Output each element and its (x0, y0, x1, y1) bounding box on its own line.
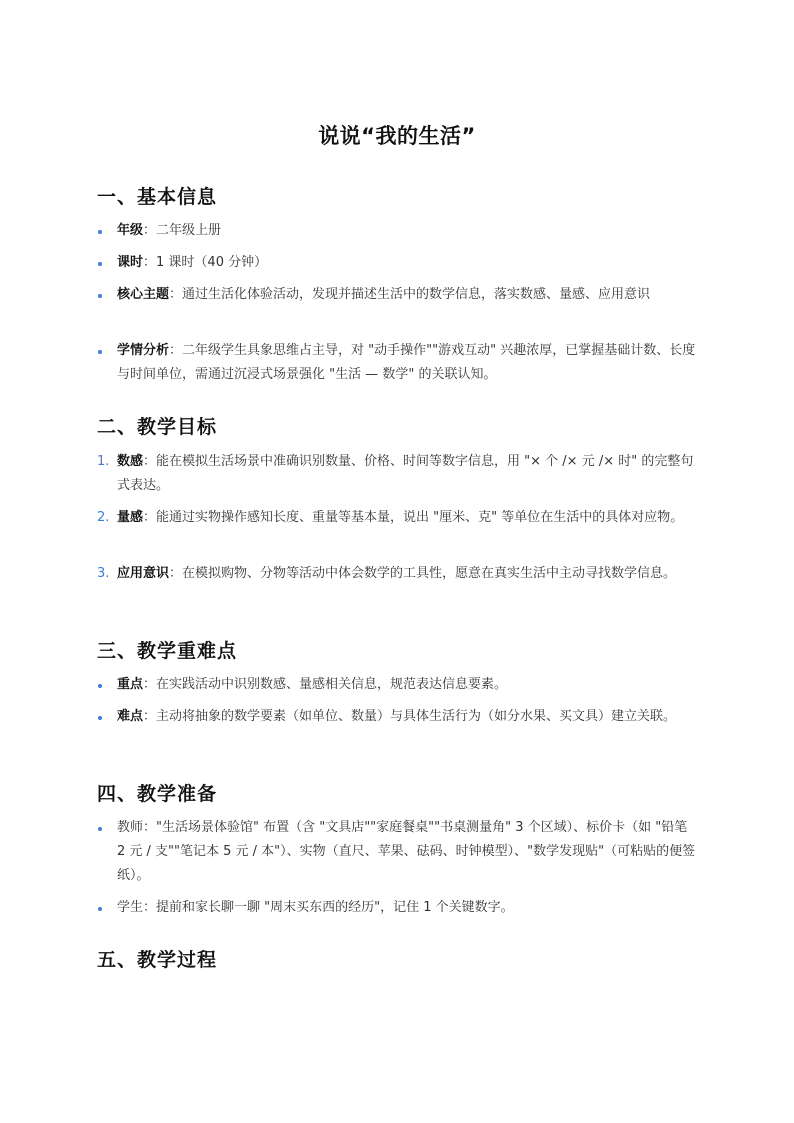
item-text: 教师："生活场景体验馆" 布置（含 "文具店""家庭餐桌""书桌测量角" 3 个区域）、标价卡（如 "铅笔 2 元 / 支""笔记本 5 元 / 本"）、实物（直尺、苹果、砝码、时钟模型）、"数学发现贴"（可粘贴的便签纸）。 (117, 820, 696, 883)
bullet-icon (98, 294, 102, 298)
bullet-icon (98, 230, 102, 234)
item-text: 主动将抽象的数学要素（如单位、数量）与具体生活行为（如分水果、买文具）建立关联。 (156, 709, 677, 724)
item-number: 2. (97, 510, 110, 525)
item-label: 学情分析 (117, 343, 170, 358)
item-text: 在实践活动中识别数感、量感相关信息，规范表达信息要素。 (156, 677, 508, 692)
section-heading-process: 五、教学过程 (97, 949, 218, 971)
item-label: 难点 (117, 709, 144, 724)
item-number: 3. (97, 566, 110, 581)
item-text: 二年级上册 (156, 223, 222, 238)
list-item: 核心主题：通过生活化体验活动，发现并描述生活中的数学信息，落实数感、量感、应用意识 (97, 283, 697, 307)
item-label: 核心主题 (117, 287, 170, 302)
item-text: 在模拟购物、分物等活动中体会数学的工具性，愿意在真实生活中主动寻找数学信息。 (182, 566, 677, 581)
item-label: 重点 (117, 677, 144, 692)
list-item: 1. 数感：能在模拟生活场景中准确识别数量、价格、时间等数字信息，用 "× 个 /× 元 /× 时" 的完整句式表达。 (97, 450, 697, 498)
bullet-icon (98, 350, 102, 354)
document-title: 说说“我的生活” (318, 124, 476, 148)
item-text: 能通过实物操作感知长度、重量等基本量，说出 "厘米、克" 等单位在生活中的具体对应物。 (156, 510, 684, 525)
list-item: 课时：1 课时（40 分钟） (97, 251, 697, 275)
section-heading-basic-info: 一、基本信息 (97, 186, 218, 208)
item-label: 应用意识 (117, 566, 170, 581)
list-item: 3. 应用意识：在模拟购物、分物等活动中体会数学的工具性，愿意在真实生活中主动寻找数学信息。 (97, 562, 697, 586)
list-item: 学情分析：二年级学生具象思维占主导，对 "动手操作""游戏互动" 兴趣浓厚，已掌握基础计数、长度与时间单位，需通过沉浸式场景强化 "生活 — 数学" 的关联认知。 (97, 339, 697, 387)
section-heading-preparation: 四、教学准备 (97, 783, 218, 805)
item-label: 课时 (117, 255, 144, 270)
section-heading-key-points: 三、教学重难点 (97, 640, 238, 662)
item-number: 1. (97, 454, 110, 469)
item-label: 年级 (117, 223, 144, 238)
list-item: 年级：二年级上册 (97, 219, 697, 243)
item-text: 学生：提前和家长聊一聊 "周末买东西的经历"，记住 1 个关键数字。 (117, 900, 514, 915)
item-label: 量感 (117, 510, 144, 525)
item-label: 数感 (117, 454, 144, 469)
bullet-icon (98, 262, 102, 266)
item-text: 1 课时（40 分钟） (156, 255, 268, 270)
item-text: 通过生活化体验活动，发现并描述生活中的数学信息，落实数感、量感、应用意识 (182, 287, 651, 302)
list-item: 难点：主动将抽象的数学要素（如单位、数量）与具体生活行为（如分水果、买文具）建立关联。 (97, 705, 697, 729)
item-text: 能在模拟生活场景中准确识别数量、价格、时间等数字信息，用 "× 个 /× 元 /× 时" 的完整句式表达。 (117, 454, 694, 493)
item-text: 二年级学生具象思维占主导，对 "动手操作""游戏互动" 兴趣浓厚，已掌握基础计数、长度与时间单位，需通过沉浸式场景强化 "生活 — 数学" 的关联认知。 (117, 343, 696, 382)
list-item (97, 816, 697, 888)
bullet-icon (98, 907, 102, 911)
bullet-icon (98, 684, 102, 688)
list-item: 重点：在实践活动中识别数感、量感相关信息，规范表达信息要素。 (97, 673, 697, 697)
list-item (97, 896, 697, 920)
list-item: 2. 量感：能通过实物操作感知长度、重量等基本量，说出 "厘米、克" 等单位在生活中的具体对应物。 (97, 506, 697, 530)
bullet-icon (98, 716, 102, 720)
section-heading-objectives: 二、教学目标 (97, 416, 218, 438)
bullet-icon (98, 827, 102, 831)
